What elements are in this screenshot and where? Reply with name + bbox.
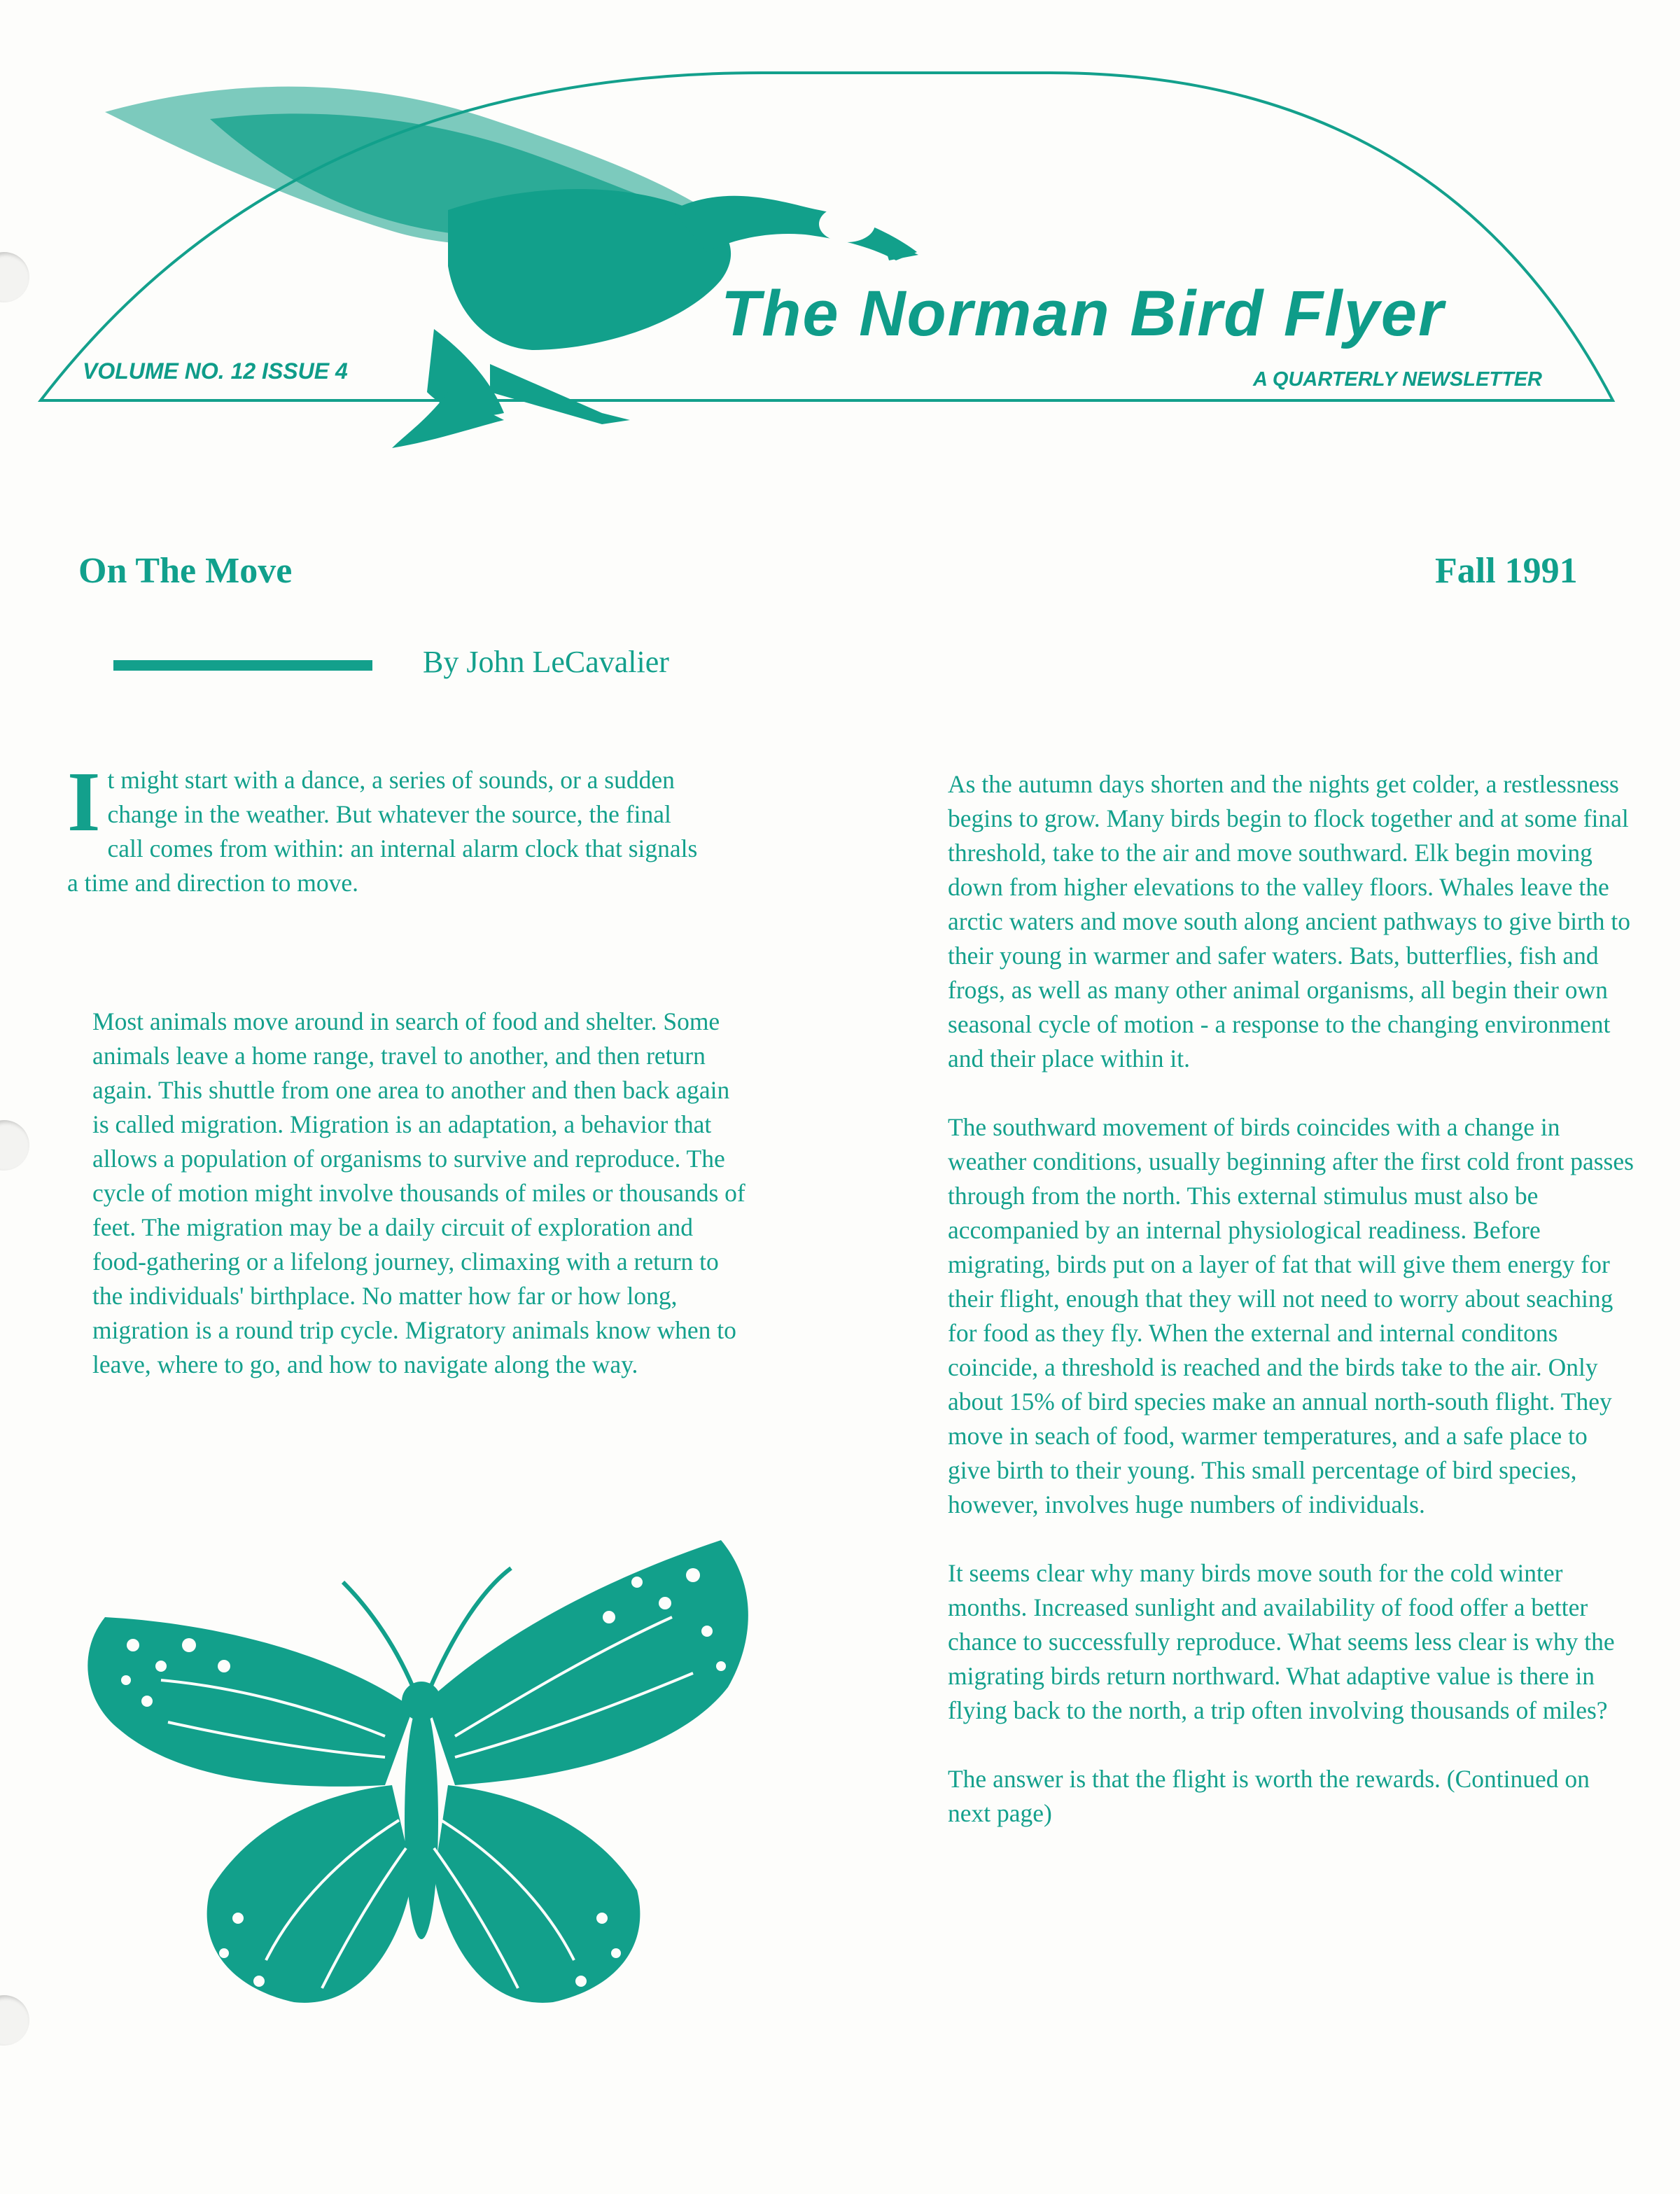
body-paragraph: It seems clear why many birds move south for the cold winter months. Increased sunlight and availability of food offer a better chance to successfully reproduce. What seems less clear is why the migrating birds return northward. What adaptive value is there in flying back to the north, a trip often involving thousands of miles? bbox=[948, 1559, 1615, 1724]
newsletter-subtitle: A QUARTERLY NEWSLETTER bbox=[1253, 368, 1542, 391]
body-paragraph: As the autumn days shorten and the nights get colder, a restlessness begins to grow. Many birds begin to flock together and at some final threshold, take to the air and move southward. Elk begin moving down from higher elevations to the valley floors. Whales leave the arctic waters and move south along ancient pathways to give birth to their young in warmer and safer waters. Bats, butterflies, fish and frogs, as well as many other animal organisms, all begin their own seasonal cycle of motion - a response to the changing environment and their place within it. bbox=[948, 770, 1630, 1072]
byline-rule bbox=[113, 660, 372, 671]
volume-issue-label: VOLUME NO. 12 ISSUE 4 bbox=[83, 358, 348, 384]
masthead-graphic bbox=[0, 0, 1680, 476]
drop-cap: I bbox=[67, 755, 101, 849]
lead-paragraph bbox=[67, 755, 711, 900]
newsletter-title: The Norman Bird Flyer bbox=[721, 278, 1445, 349]
butterfly-illustration bbox=[63, 1526, 763, 2058]
lead-text: t might start with a dance, a series of sounds, or a sudden change in the weather. But whatever the source, the final call comes from within: an internal alarm clock that signals a time and direction to move. bbox=[67, 766, 698, 897]
body-paragraph: The southward movement of birds coincides with a change in weather conditions, usually beginning after the first cold front passes through from the north. This external stimulus must also be accompanied by an internal physiological readiness. Before migrating, birds put on a layer of fat that will give them energy for their flight, enough that they will not need to worry about seaching for food as they fly. When the external and internal conditons coincide, a threshold is reached and the birds take to the air. Only about 15% of bird species make an annual north-south flight. They move in seach of food, warmer temperatures, and a safe place to give birth to their young. This small percentage of bird species, however, involves huge numbers of individuals. bbox=[948, 1113, 1634, 1518]
continued-note: The answer is that the flight is worth the rewards. (Continued on next page) bbox=[948, 1765, 1590, 1827]
article-title: On The Move bbox=[78, 551, 293, 591]
binder-hole bbox=[0, 1120, 29, 1171]
body-paragraph: Most animals move around in search of food and shelter. Some animals leave a home range, travel to another, and then return again. This shuttle from one area to another and then back again is called migration. Migration is an adaptation, a behavior that allows a population of organisms to survive and reproduce. The cycle of motion might involve thousands of miles or thousands of feet. The migration may be a daily circuit of exploration and food-gathering or a lifelong journey, climaxing with a return to the individuals' birthplace. No matter how far or how long, migration is a round trip cycle. Migratory animals know when to leave, where to go, and how to navigate along the way. bbox=[92, 1007, 746, 1378]
goose-illustration bbox=[105, 87, 918, 448]
right-column bbox=[948, 767, 1634, 1831]
issue-date: Fall 1991 bbox=[1435, 551, 1578, 591]
binder-hole bbox=[0, 1995, 29, 2046]
left-column bbox=[92, 1005, 750, 1382]
byline: By John LeCavalier bbox=[423, 645, 669, 679]
